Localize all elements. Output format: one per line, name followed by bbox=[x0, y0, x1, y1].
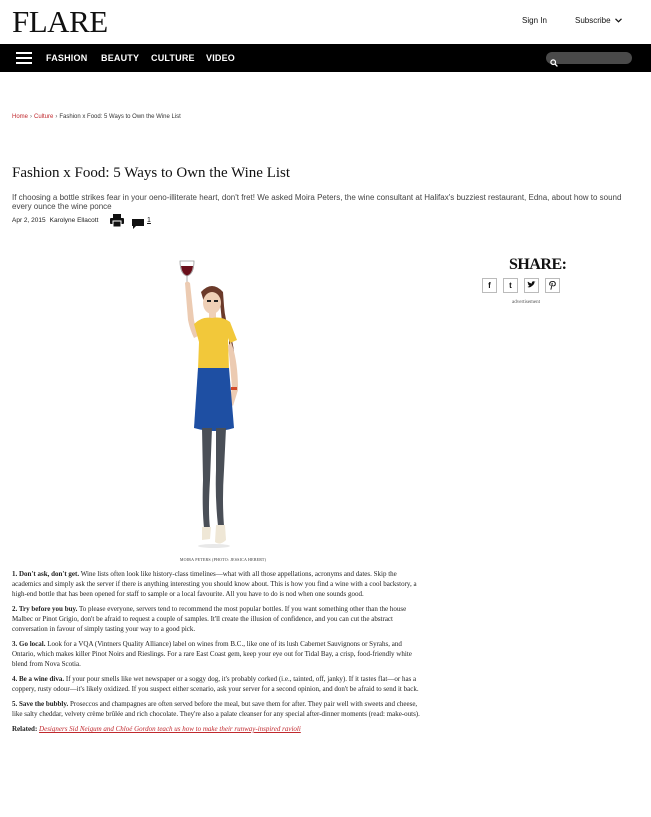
article-dek: If choosing a bottle strikes fear in your oeno-illiterate heart, don't fret! We asked Moira Peters, the wine consultant at Halifax's buzziest restaurant, Edna, about how to sound every ounce the wine ponce bbox=[12, 193, 622, 211]
breadcrumb-home[interactable]: Home bbox=[12, 114, 29, 120]
breadcrumb bbox=[12, 114, 181, 120]
subscribe-label: Subscribe bbox=[575, 16, 611, 25]
tip-paragraph bbox=[12, 699, 426, 719]
article-meta bbox=[12, 217, 98, 224]
tip-heading: 2. Try before you buy. bbox=[12, 605, 78, 613]
tip-heading: 5. Save the bubbly. bbox=[12, 700, 69, 708]
breadcrumb-current: Fashion x Food: 5 Ways to Own the Wine List bbox=[59, 114, 181, 120]
breadcrumb-separator: › bbox=[55, 114, 58, 120]
photo-caption: MOIRA PETERS (PHOTO: JESSICA HEBERT) bbox=[179, 557, 267, 562]
tip-paragraph bbox=[12, 604, 426, 634]
breadcrumb-separator: › bbox=[30, 114, 33, 120]
advertisement-label: advertisement bbox=[512, 300, 541, 305]
tip-text: Proseccos and champagnes are often served before the meal, but save them for after. They pair well with sweets and cheese, like salty cheddar, velvety crème brûlée and rich chocolate. They're also a palate cleanser for any special after-dinner moments (read: make-outs). bbox=[12, 700, 420, 718]
related-article-link[interactable]: Designers Sid Neigum and Chloé Gordon teach us how to make their runway-inspired ravioli bbox=[39, 725, 301, 733]
nav-item-beauty[interactable]: BEAUTY bbox=[101, 53, 140, 63]
pinterest-share-icon[interactable] bbox=[545, 278, 560, 293]
print-icon[interactable] bbox=[110, 214, 124, 232]
tip-paragraph bbox=[12, 639, 426, 669]
tip-text: Look for a VQA (Vintners Quality Alliance) label on wines from B.C., like one of its lush Cabernet Sauvignons or Syrahs, and Ontario, which makes killer Pinot Noirs and Rieslings. For a rare East Coast gem, keep your eye out for Tidal Bay, a crisp, food-friendly white blend from Nova Scotia. bbox=[12, 640, 412, 668]
comment-count-link[interactable]: 1 bbox=[147, 217, 151, 224]
publish-date: Apr 2, 2015 bbox=[12, 217, 46, 224]
tip-heading: 3. Go local. bbox=[12, 640, 46, 648]
main-nav bbox=[0, 44, 651, 72]
subscribe-button[interactable] bbox=[575, 16, 622, 25]
tip-heading: 4. Be a wine diva. bbox=[12, 675, 65, 683]
search-input[interactable] bbox=[546, 52, 632, 64]
share-heading: SHARE: bbox=[509, 256, 567, 273]
nav-item-culture[interactable]: CULTURE bbox=[151, 53, 195, 63]
tip-paragraph bbox=[12, 569, 426, 599]
tip-heading: 1. Don't ask, don't get. bbox=[12, 570, 80, 578]
flare-logo[interactable]: FLARE bbox=[12, 4, 108, 39]
comment-icon[interactable] bbox=[132, 216, 144, 234]
article-title: Fashion x Food: 5 Ways to Own the Wine List bbox=[12, 165, 291, 181]
chevron-down-icon bbox=[615, 16, 622, 25]
top-header bbox=[0, 0, 651, 44]
related-paragraph bbox=[12, 724, 426, 734]
search-icon[interactable] bbox=[550, 54, 558, 72]
tip-text: Wine lists often look like history-class timelines—what with all those appellations, acronyms and dates. Skip the academics and simply ask the server if there is anything interesting you should know about. This is how you find a wine with a cool backstory, a high-end bottle that has been opened for staff to sample or a local favourite. All you have to do is nod when one sounds good. bbox=[12, 570, 417, 598]
hamburger-icon[interactable] bbox=[16, 52, 32, 64]
twitter-share-icon[interactable] bbox=[524, 278, 539, 293]
facebook-share-icon[interactable]: f bbox=[482, 278, 497, 293]
article-body bbox=[12, 569, 426, 739]
tip-paragraph bbox=[12, 674, 426, 694]
author-name[interactable]: Karolyne Ellacott bbox=[49, 217, 99, 224]
sign-in-link[interactable]: Sign In bbox=[522, 16, 547, 25]
tip-text: To please everyone, servers tend to recommend the most popular bottles. If you want something other than the house Malbec or Pinot Grigio, don't be afraid to request a couple of samples. It'll create the illusion of confidence, and you can cut the abstract conversation in favour of simply tasting your way to a good pick. bbox=[12, 605, 407, 633]
tumblr-share-icon[interactable]: t bbox=[503, 278, 518, 293]
related-label: Related: bbox=[12, 725, 38, 733]
nav-item-fashion[interactable]: FASHION bbox=[46, 53, 88, 63]
hero-photo bbox=[158, 250, 288, 570]
tip-text: If your pour smells like wet newspaper or a soggy dog, it's probably corked (i.e., tainted, off, janky). If it tastes flat—or has a coppery, rusty odour—it's likely oxidized. If you suspect either scenario, ask your server for a second opinion, and don't be afraid to send it back. bbox=[12, 675, 419, 693]
nav-item-video[interactable]: VIDEO bbox=[206, 53, 236, 63]
breadcrumb-culture[interactable]: Culture bbox=[34, 114, 54, 120]
